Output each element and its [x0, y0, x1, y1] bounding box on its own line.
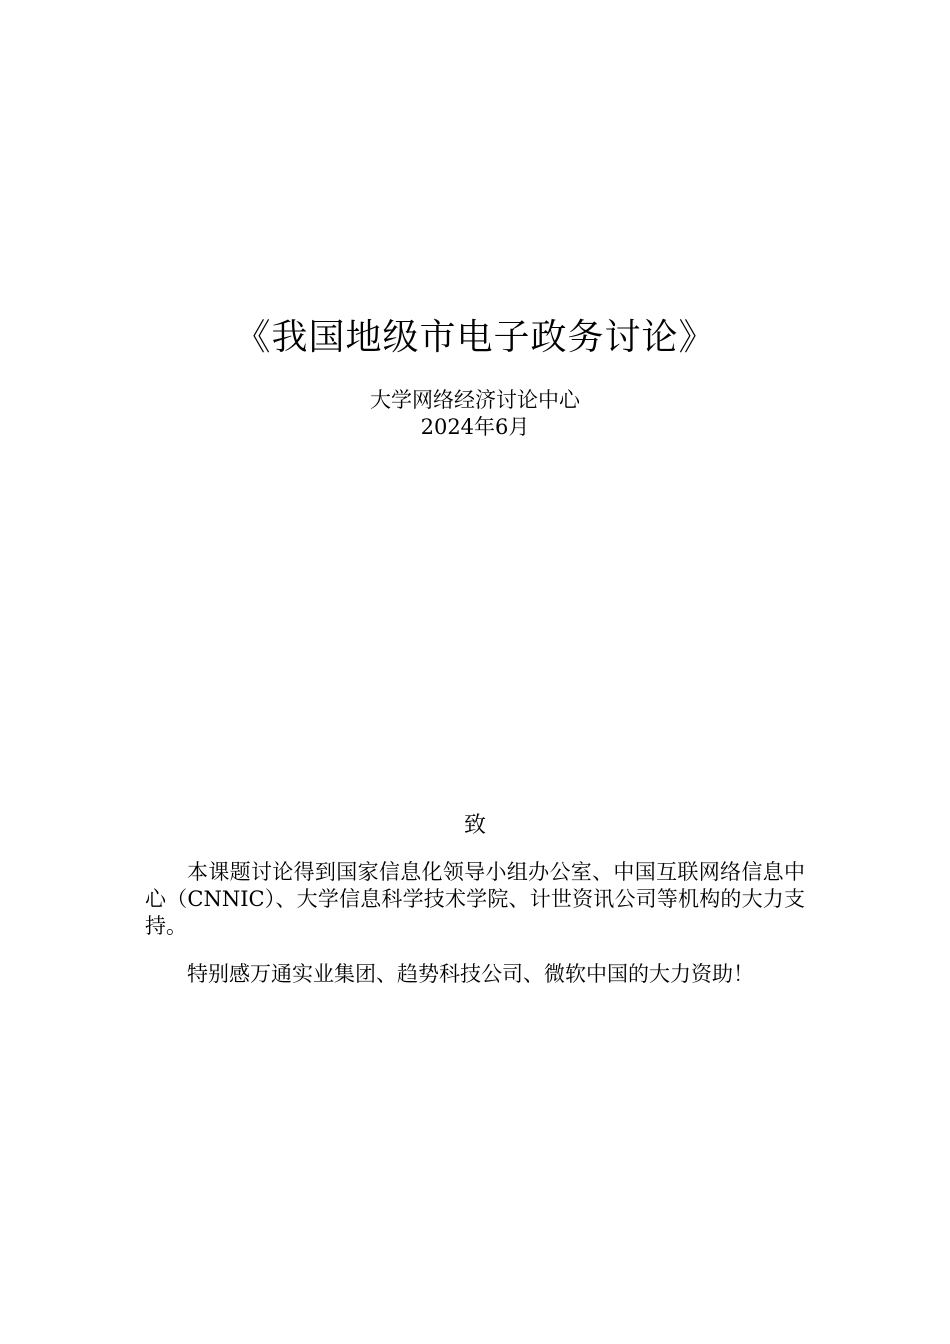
acknowledgement-paragraph: 特别感万通实业集团、趋势科技公司、微软中国的大力资助！: [187, 962, 754, 986]
acknowledgement-paragraph: 本课题讨论得到国家信息化领导小组办公室、中国互联网络信息中心（CNNIC）、大学信息科学技术学院、计世资讯公司等机构的大力支持。: [145, 860, 805, 938]
document-title: 《我国地级市电子政务讨论》: [234, 317, 716, 358]
organization-name: 大学网络经济讨论中心: [370, 388, 580, 412]
acknowledgement-heading: 致: [463, 813, 486, 838]
document-date: 2024年6月: [420, 415, 530, 439]
